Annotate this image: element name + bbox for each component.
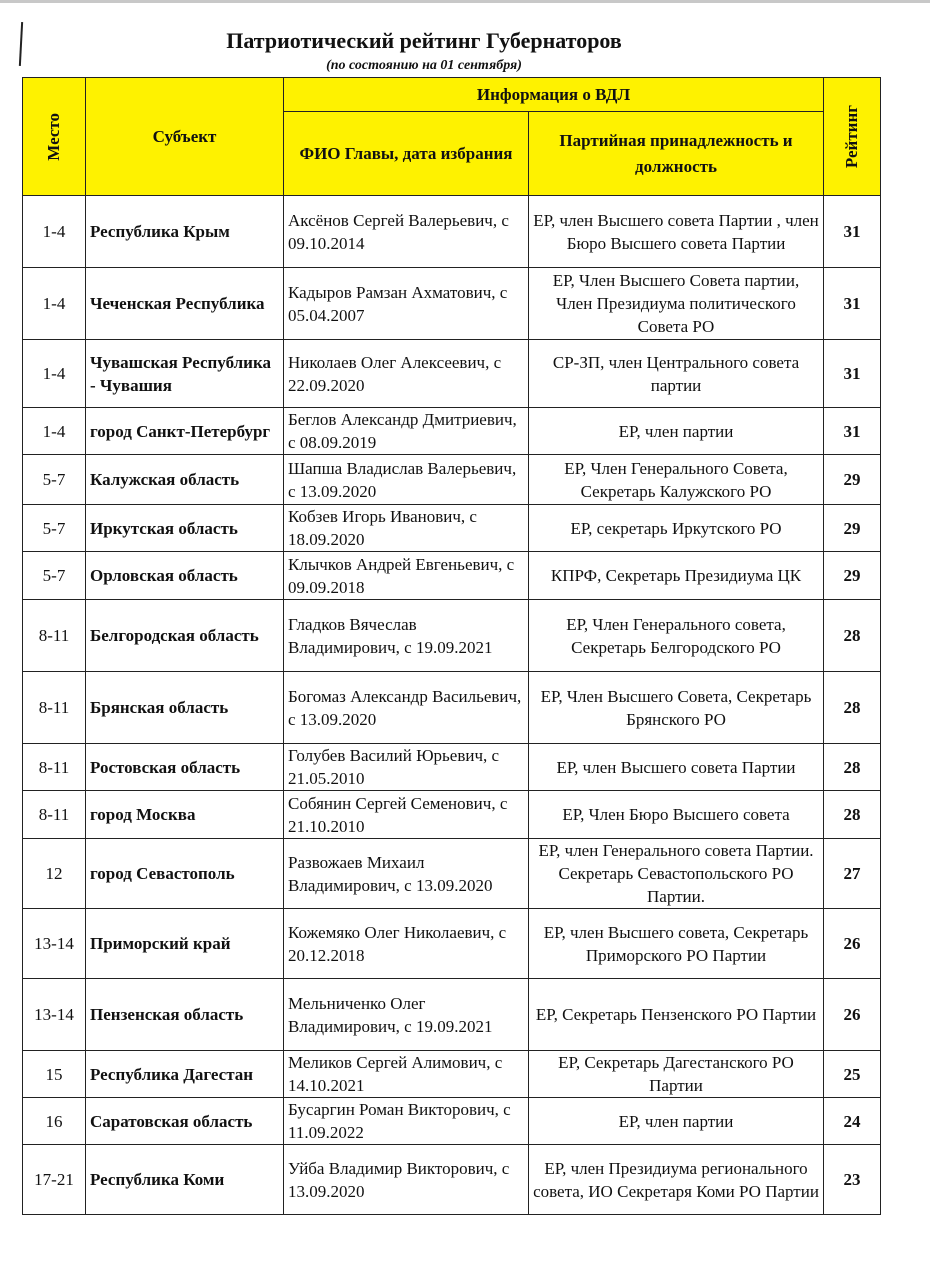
rating-cell: 25 (824, 1051, 881, 1098)
party-cell: СР-ЗП, член Центрального совета партии (529, 340, 824, 408)
rating-cell: 28 (824, 672, 881, 744)
head-cell: Развожаев Михаил Владимирович, с 13.09.2020 (284, 839, 529, 909)
table-row (23, 839, 881, 909)
head-cell: Меликов Сергей Алимович, с 14.10.2021 (284, 1051, 529, 1098)
head-cell: Кобзев Игорь Иванович, с 18.09.2020 (284, 505, 529, 552)
party-cell: ЕР, член Президиума регионального совета, ИО Секретаря Коми РО Партии (529, 1145, 824, 1215)
header-party: Партийная принадлежность и должность (529, 112, 824, 196)
rating-cell: 26 (824, 909, 881, 979)
header-subject: Субъект (86, 78, 284, 196)
place-cell: 13-14 (23, 979, 86, 1051)
head-cell: Шапша Владислав Валерьевич, с 13.09.2020 (284, 455, 529, 505)
rating-cell: 29 (824, 552, 881, 600)
subject-cell: город Санкт-Петербург (86, 408, 284, 455)
table-row (23, 552, 881, 600)
subject-cell: Чеченская Республика (86, 268, 284, 340)
subject-cell: город Москва (86, 791, 284, 839)
header-vdl-info: Информация о ВДЛ (284, 78, 824, 112)
place-cell: 15 (23, 1051, 86, 1098)
rating-cell: 24 (824, 1098, 881, 1145)
rating-cell: 29 (824, 455, 881, 505)
head-cell: Богомаз Александр Васильевич, с 13.09.2020 (284, 672, 529, 744)
party-cell: ЕР, член Высшего совета Партии (529, 744, 824, 791)
subject-cell: Белгородская область (86, 600, 284, 672)
party-cell: ЕР, член партии (529, 408, 824, 455)
table-row (23, 1145, 881, 1215)
subject-cell: Приморский край (86, 909, 284, 979)
subject-cell: Саратовская область (86, 1098, 284, 1145)
table-row (23, 196, 881, 268)
place-cell: 5-7 (23, 455, 86, 505)
head-cell: Гладков Вячеслав Владимирович, с 19.09.2021 (284, 600, 529, 672)
header-place (23, 78, 86, 196)
rating-cell: 28 (824, 600, 881, 672)
subject-cell: Орловская область (86, 552, 284, 600)
party-cell: ЕР, Секретарь Пензенского РО Партии (529, 979, 824, 1051)
header-rating (824, 78, 881, 196)
header-rating-label: Рейтинг (842, 104, 862, 169)
rating-cell: 28 (824, 791, 881, 839)
party-cell: ЕР, Секретарь Дагестанского РО Партии (529, 1051, 824, 1098)
head-cell: Клычков Андрей Евгеньевич, с 09.09.2018 (284, 552, 529, 600)
party-cell: ЕР, секретарь Иркутского РО (529, 505, 824, 552)
head-cell: Николаев Олег Алексеевич, с 22.09.2020 (284, 340, 529, 408)
place-cell: 17-21 (23, 1145, 86, 1215)
party-cell: ЕР, член партии (529, 1098, 824, 1145)
table-row (23, 672, 881, 744)
rating-cell: 31 (824, 196, 881, 268)
place-cell: 8-11 (23, 672, 86, 744)
header-place-label: Место (44, 112, 63, 161)
table-body (23, 196, 881, 1215)
place-cell: 8-11 (23, 744, 86, 791)
page-subtitle: (по состоянию на 01 сентября) (326, 58, 522, 73)
party-cell: ЕР, Член Высшего Совета, Секретарь Брянского РО (529, 672, 824, 744)
rating-cell: 29 (824, 505, 881, 552)
table-row (23, 600, 881, 672)
party-cell: ЕР, Член Бюро Высшего совета (529, 791, 824, 839)
party-cell: КПРФ, Секретарь Президиума ЦК (529, 552, 824, 600)
rating-cell: 23 (824, 1145, 881, 1215)
table-row (23, 268, 881, 340)
table-row (23, 909, 881, 979)
page-title: Патриотический рейтинг Губернаторов (226, 28, 622, 53)
place-cell: 16 (23, 1098, 86, 1145)
head-cell: Беглов Александр Дмитриевич, с 08.09.2019 (284, 408, 529, 455)
rating-cell: 31 (824, 340, 881, 408)
head-cell: Собянин Сергей Семенович, с 21.10.2010 (284, 791, 529, 839)
subject-cell: Иркутская область (86, 505, 284, 552)
party-cell: ЕР, член Генерального совета Партии. Секретарь Севастопольского РО Партии. (529, 839, 824, 909)
header-head-name: ФИО Главы, дата избрания (284, 112, 529, 196)
subject-cell: Калужская область (86, 455, 284, 505)
rating-cell: 27 (824, 839, 881, 909)
table-row (23, 505, 881, 552)
subject-cell: Пензенская область (86, 979, 284, 1051)
head-cell: Голубев Василий Юрьевич, с 21.05.2010 (284, 744, 529, 791)
head-cell: Кадыров Рамзан Ахматович, с 05.04.2007 (284, 268, 529, 340)
head-cell: Кожемяко Олег Николаевич, с 20.12.2018 (284, 909, 529, 979)
subject-cell: Ростовская область (86, 744, 284, 791)
subject-cell: город Севастополь (86, 839, 284, 909)
subject-cell: Республика Коми (86, 1145, 284, 1215)
table-header (23, 78, 881, 196)
subject-cell: Чувашская Республика - Чувашия (86, 340, 284, 408)
place-cell: 1-4 (23, 340, 86, 408)
rating-table (22, 77, 881, 1215)
rating-cell: 31 (824, 408, 881, 455)
head-cell: Мельниченко Олег Владимирович, с 19.09.2021 (284, 979, 529, 1051)
table-row (23, 455, 881, 505)
rating-cell: 26 (824, 979, 881, 1051)
place-cell: 8-11 (23, 600, 86, 672)
table-row (23, 408, 881, 455)
head-cell: Бусаргин Роман Викторович, с 11.09.2022 (284, 1098, 529, 1145)
place-cell: 12 (23, 839, 86, 909)
table-row (23, 1098, 881, 1145)
head-cell: Аксёнов Сергей Валерьевич, с 09.10.2014 (284, 196, 529, 268)
party-cell: ЕР, член Высшего совета Партии , член Бюро Высшего совета Партии (529, 196, 824, 268)
party-cell: ЕР, Член Генерального Совета, Секретарь Калужского РО (529, 455, 824, 505)
place-cell: 1-4 (23, 408, 86, 455)
place-cell: 5-7 (23, 552, 86, 600)
table-row (23, 340, 881, 408)
rating-cell: 31 (824, 268, 881, 340)
table-row (23, 979, 881, 1051)
table-row (23, 1051, 881, 1098)
subject-cell: Республика Дагестан (86, 1051, 284, 1098)
table-row (23, 791, 881, 839)
scan-edge (0, 0, 930, 3)
head-cell: Уйба Владимир Викторович, с 13.09.2020 (284, 1145, 529, 1215)
subject-cell: Республика Крым (86, 196, 284, 268)
party-cell: ЕР, Член Генерального совета, Секретарь Белгородского РО (529, 600, 824, 672)
place-cell: 5-7 (23, 505, 86, 552)
party-cell: ЕР, Член Высшего Совета партии, Член Президиума политического Совета РО (529, 268, 824, 340)
table-row (23, 744, 881, 791)
party-cell: ЕР, член Высшего совета, Секретарь Приморского РО Партии (529, 909, 824, 979)
place-cell: 13-14 (23, 909, 86, 979)
place-cell: 1-4 (23, 196, 86, 268)
rating-cell: 28 (824, 744, 881, 791)
place-cell: 1-4 (23, 268, 86, 340)
place-cell: 8-11 (23, 791, 86, 839)
subject-cell: Брянская область (86, 672, 284, 744)
